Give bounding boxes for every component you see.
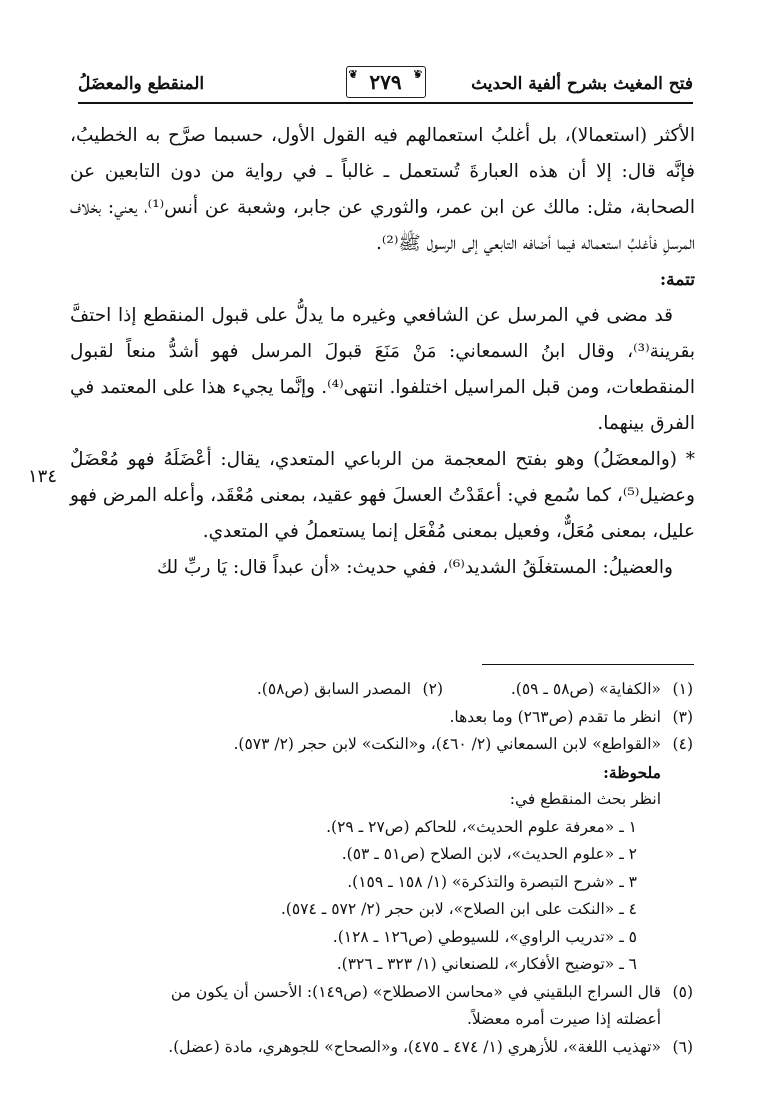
footnote-1 (443, 676, 693, 704)
footnote-6 (66, 1034, 693, 1062)
section-heading-tatimma: تتمة: (659, 270, 695, 290)
footnote-number: (٥) (672, 982, 693, 1001)
footnote-text: المصدر السابق (ص٥٨). (256, 680, 411, 698)
footnote-5 (66, 979, 693, 1007)
header-rule (78, 102, 693, 104)
note-item: ٤ ـ «النكت على ابن الصلاح»، لابن حجر (٢/ ٥٧٢ ـ ٥٧٤). (280, 900, 637, 918)
footnote-4 (66, 731, 693, 759)
footnote-number: (٤) (672, 735, 693, 753)
paragraph-4: والعضيلُ: المستغلَقُ الشديد⁽⁶⁾، ففي حديث: «أن عبداً قال: يَا ربِّ لك (156, 557, 673, 578)
note-item: ٦ ـ «توضيح الأفكار»، للصنعاني (١/ ٣٢٣ ـ ٣٢٦). (336, 955, 637, 973)
footnote-number: (٣) (672, 707, 693, 726)
note-item: ٣ ـ «شرح التبصرة والتذكرة» (١/ ١٥٨ ـ ١٥٩). (347, 872, 637, 891)
paragraph-1: الأكثر (استعمالا)، بل أغلبُ استعمالهم فيه القول الأول، حسبما صرَّح به الخطيبُ، فإنَّه قال: إلا أن هذه العبارةَ تُستعمل ـ غالباً ـ في رواية من دون التابعين عن الصحابة، مثل: مالك عن ابن عمر، والثوري عن جابر، وشعبة عن أنس⁽¹⁾، يعني: بخلاف المرسلِ فأغلبُ استعماله فيما أضافه التابعي إلى الرسول ﷺ⁽²⁾. (70, 125, 695, 254)
footnote-number: (٦) (672, 1037, 693, 1056)
footnote-text: «تهذيب اللغة»، للأزهري (١/ ٤٧٤ ـ ٤٧٥)، و«الصحاح» للجوهري، مادة (عضل). (168, 1037, 661, 1056)
note-item: ٢ ـ «علوم الحديث»، لابن الصلاح (ص٥١ ـ ٥٣). (341, 845, 637, 863)
margin-reference-number: ١٣٤ (28, 466, 58, 487)
footnote-3 (66, 704, 693, 732)
page-number: ❦ ٢٧٩ ❦ (346, 66, 426, 98)
running-header (78, 62, 693, 104)
main-text (70, 118, 695, 586)
footnote-text: «القواطع» لابن السمعاني (٢/ ٤٦٠)، و«النكت» لابن حجر (٢/ ٥٧٣). (233, 735, 661, 753)
footnote-text: انظر ما تقدم (ص٢٦٣) وما بعدها. (449, 707, 661, 726)
paragraph-3: * (والمعضَلُ) وهو بفتح المعجمة من الرباعي المتعدي، يقال: أعْضَلَهُ فهو مُعْضَلٌ وعضيل⁽⁵⁾، كما سُمع في: أعقَدْتُ العسلَ فهو عقيد، بمعنى مُعْقَد، وأعله المرض فهو عليل، بمعنى مُعَلٌّ، وفعيل بمعنى مُفْعَل إنما يستعملُ في المتعدي. (70, 449, 695, 542)
footnote-2 (193, 676, 443, 704)
footnote-number: (٢) (422, 680, 443, 698)
footnote-separator (482, 664, 694, 665)
note-title: ملحوظة: (603, 762, 661, 782)
footnote-row-1-2 (66, 676, 693, 704)
paragraph-2: قد مضى في المرسل عن الشافعي وغيره ما يدلُّ على قبول المنقطع إذا احتفَّ بقرينة⁽³⁾، وقال ابنُ السمعاني: مَنْ مَنَعَ قبولَ المرسل فهو أشدُّ منعاً لقبول المنقطعات، ومن قبل المراسيل اختلفوا. انتهى⁽⁴⁾. وإنَّما يجيء هذا على المعتمد في الفرق بينهما. (70, 305, 695, 434)
chapter-title: المنقطع والمعضَلُ (78, 74, 205, 94)
footnote-number: (١) (672, 680, 693, 698)
footnote-text: «الكفاية» (ص٥٨ ـ ٥٩). (510, 680, 661, 698)
book-title: فتح المغيث بشرح ألفية الحديث (471, 74, 693, 94)
note-item: ١ ـ «معرفة علوم الحديث»، للحاكم (ص٢٧ ـ ٢٩). (326, 817, 637, 836)
footnote-5-continuation: أعضلته إذا صيرت أمره معضلاً. (467, 1010, 661, 1028)
note-intro: انظر بحث المنقطع في: (509, 790, 661, 808)
footnote-text: قال السراج البلقيني في «محاسن الاصطلاح» (ص١٤٩): الأحسن أن يكون من (170, 982, 661, 1001)
footnotes (66, 676, 693, 1061)
note-item: ٥ ـ «تدريب الراوي»، للسيوطي (ص١٢٦ ـ ١٢٨). (332, 927, 637, 946)
